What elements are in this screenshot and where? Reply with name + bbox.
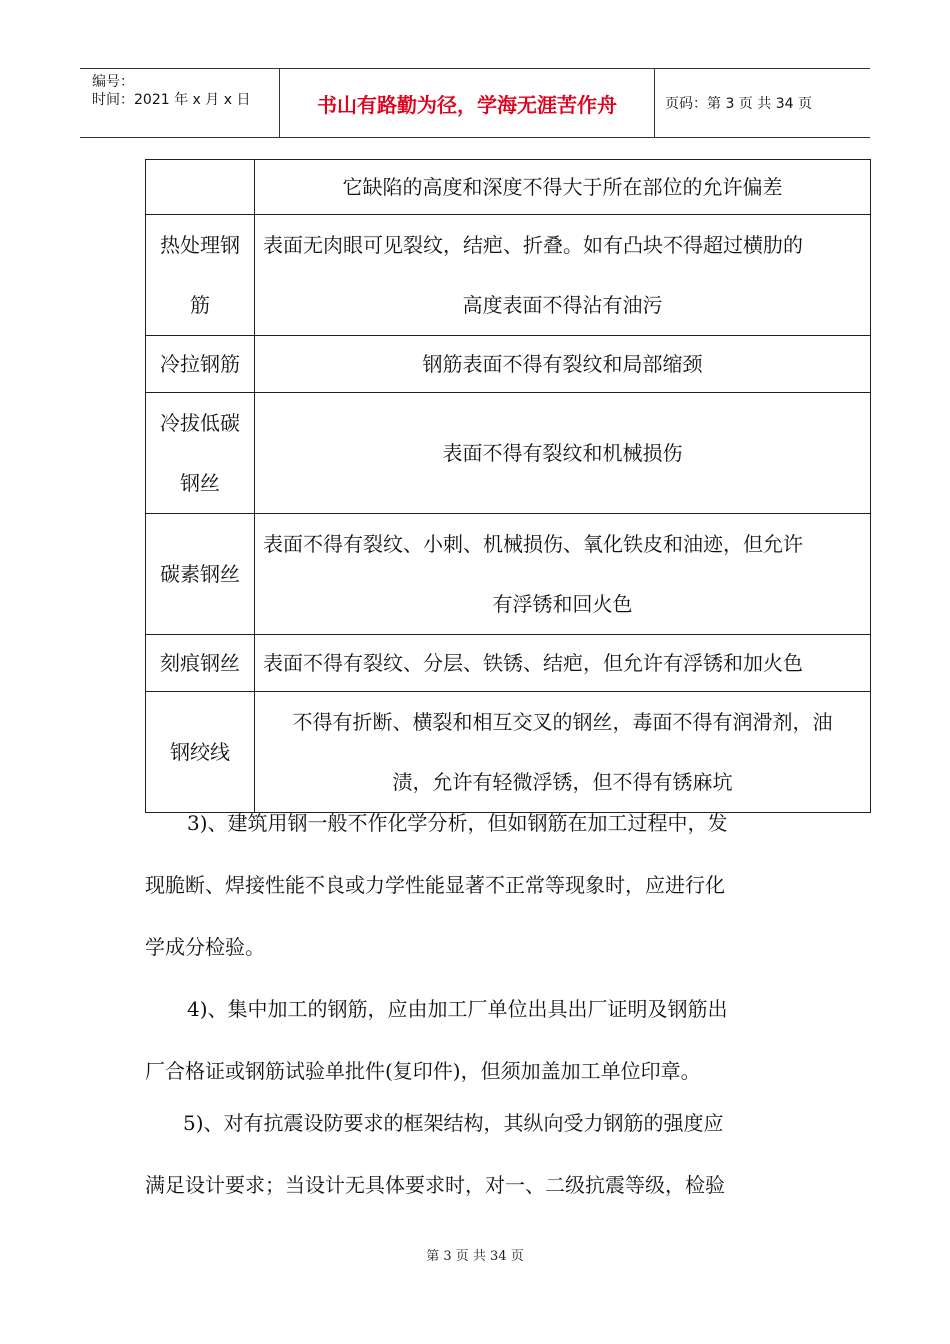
row-name: 冷拉钢筋	[146, 336, 255, 393]
table-row	[146, 215, 871, 336]
page-footer: 第 3 页 共 34 页	[426, 1249, 524, 1264]
row-desc: 表面不得有裂纹和机械损伤	[255, 393, 871, 514]
steel-surface-quality-table	[145, 159, 871, 813]
row-desc: 钢筋表面不得有裂纹和局部缩颈	[255, 336, 871, 393]
row-desc: 表面不得有裂纹、分层、铁锈、结疤，但允许有浮锈和加火色	[255, 635, 871, 692]
paragraph-5: 5)、对有抗震设防要求的框架结构，其纵向受力钢筋的强度应 满足设计要求；当设计无具体要求时，对一、二级抗震等级，检验	[145, 1111, 725, 1197]
row-name: 钢绞线	[146, 692, 255, 813]
row-name: 碳素钢丝	[146, 514, 255, 635]
paragraph-4: 4)、集中加工的钢筋，应由加工厂单位出具出厂证明及钢筋出 厂合格证或钢筋试验单批件(复印件)，但须加盖加工单位印章。	[145, 997, 728, 1083]
paragraph-3: 3)、建筑用钢一般不作化学分析，但如钢筋在加工过程中，发 现脆断、焊接性能不良或力学性能显著不正常等现象时，应进行化 学成分检验。	[145, 811, 728, 959]
header-page-number: 页码：第 3 页 共 34 页	[665, 96, 812, 112]
table-row	[146, 160, 871, 215]
row-desc: 表面无肉眼可见裂纹，结疤、折叠。如有凸块不得超过横肋的 高度表面不得沾有油污	[255, 215, 871, 336]
row-desc: 表面不得有裂纹、小刺、机械损伤、氧化铁皮和油迹，但允许 有浮锈和回火色	[255, 514, 871, 635]
table-row	[146, 393, 871, 514]
document-header	[80, 68, 870, 138]
table-row	[146, 635, 871, 692]
header-meta	[80, 69, 280, 137]
header-motto: 书山有路勤为径，学海无涯苦作舟	[280, 69, 655, 137]
table-row	[146, 514, 871, 635]
row-desc: 不得有折断、横裂和相互交叉的钢丝，毒面不得有润滑剂，油 渍，允许有轻微浮锈，但不得有锈麻坑	[255, 692, 871, 813]
row-name: 冷拔低碳 钢丝	[146, 393, 255, 514]
row-name-empty	[146, 160, 255, 215]
number-label: 编号：	[92, 74, 134, 90]
row-name: 刻痕钢丝	[146, 635, 255, 692]
row-name: 热处理钢 筋	[146, 215, 255, 336]
time-label: 时间：2021 年 x 月 x 日	[92, 92, 251, 108]
row-desc: 它缺陷的高度和深度不得大于所在部位的允许偏差	[255, 160, 871, 215]
table-row	[146, 336, 871, 393]
